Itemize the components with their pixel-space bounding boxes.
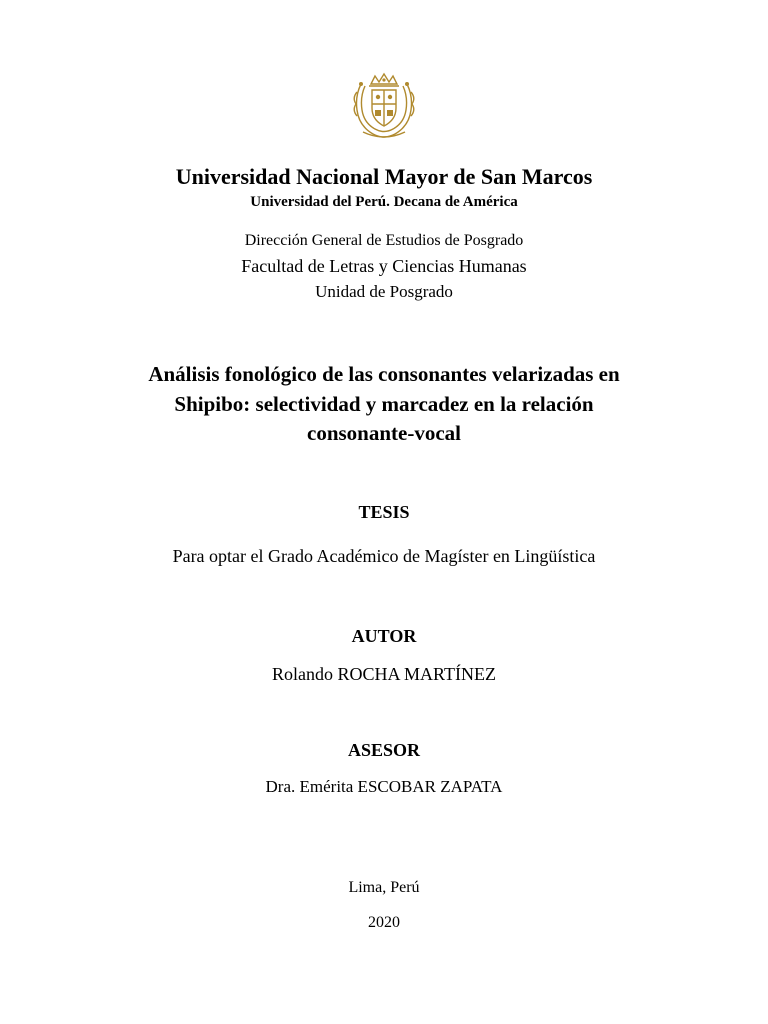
direction-name: Dirección General de Estudios de Posgrado [244,232,524,249]
university-seal-icon [349,70,419,142]
author-label: AUTOR [351,626,417,646]
author-name: Rolando ROCHA MARTÍNEZ [272,664,496,684]
advisor-label: ASESOR [347,740,421,760]
thesis-title [84,360,684,449]
faculty-name: Facultad de Letras y Ciencias Humanas [241,256,527,276]
thesis-title-line: Shipibo: selectividad y marcadez en la relación [174,391,594,416]
year: 2020 [368,914,400,931]
unit-name: Unidad de Posgrado [315,282,453,301]
advisor-name: Dra. Emérita ESCOBAR ZAPATA [265,777,503,796]
thesis-title-line: Análisis fonológico de las consonantes velarizadas en [148,362,620,386]
document-type-label: TESIS [358,502,410,522]
place: Lima, Perú [348,879,420,896]
university-name: Universidad Nacional Mayor de San Marcos [175,164,593,189]
university-subtitle: Universidad del Perú. Decana de América [250,194,518,210]
degree-description: Para optar el Grado Académico de Magíster en Lingüística [172,546,596,566]
thesis-title-line: consonante-vocal [307,421,461,445]
